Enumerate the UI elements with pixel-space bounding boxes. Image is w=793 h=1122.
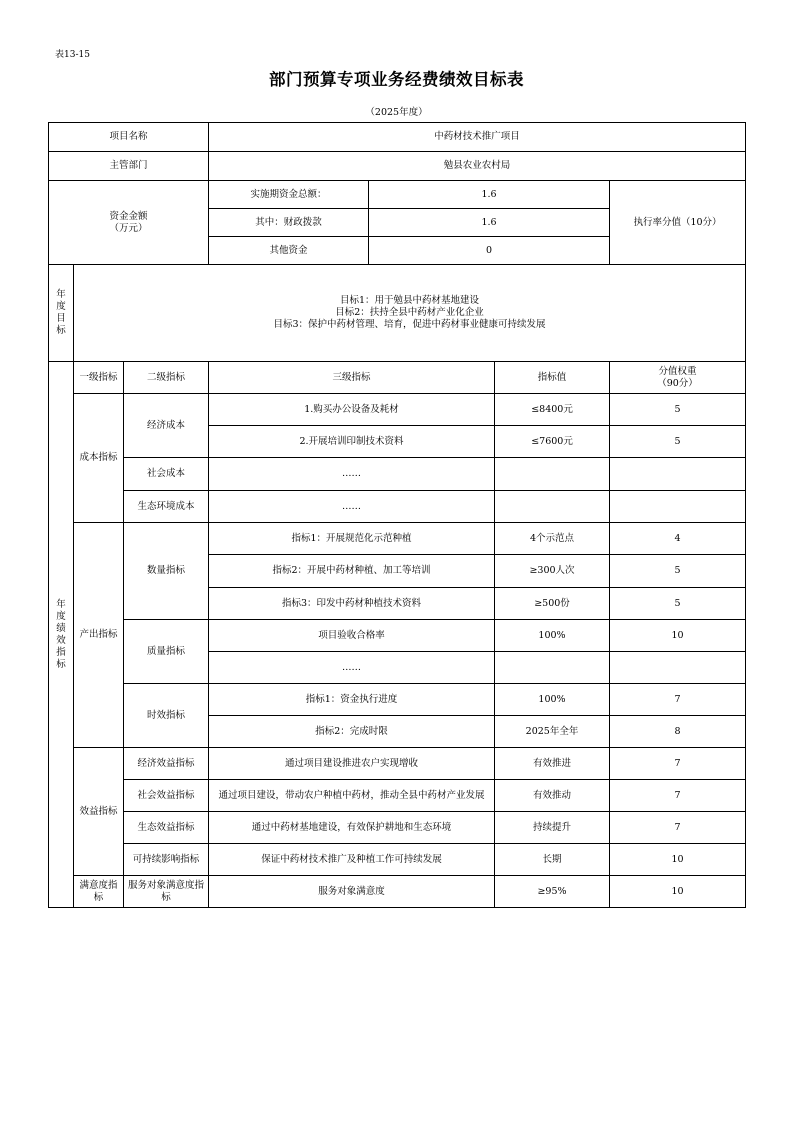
indicator-name: ……	[209, 652, 495, 684]
indicator-name: 指标1：资金执行进度	[209, 684, 495, 716]
indicator-name: 项目验收合格率	[209, 620, 495, 652]
benefit-subtype-label: 生态效益指标	[124, 812, 209, 844]
indicator-name: 指标2：开展中药材种植、加工等培训	[209, 555, 495, 588]
indicator-name: ……	[209, 491, 495, 523]
benefit-subtype-label: 可持续影响指标	[124, 844, 209, 876]
header-level3: 三级指标	[209, 362, 495, 394]
quantity-indicator-label: 数量指标	[124, 523, 209, 620]
table-row	[49, 812, 746, 844]
indicator-value: ≤7600元	[495, 426, 610, 458]
indicator-name: 指标2：完成时限	[209, 716, 495, 748]
department-label: 主管部门	[49, 152, 209, 181]
indicator-weight: 5	[610, 394, 746, 426]
indicator-side-label: 年 度 绩 效 指 标	[49, 362, 74, 908]
benefit-subtype-label: 经济效益指标	[124, 748, 209, 780]
project-name-label: 项目名称	[49, 123, 209, 152]
header-value: 指标值	[495, 362, 610, 394]
indicator-weight: 4	[610, 523, 746, 555]
satisfaction-indicator-label: 满意度指标	[74, 876, 124, 908]
indicator-value: 有效推进	[495, 748, 610, 780]
indicator-header-row	[49, 362, 746, 394]
indicator-weight: 7	[610, 748, 746, 780]
table-row	[49, 620, 746, 652]
funds-other-value: 0	[369, 237, 610, 265]
indicator-name: 通过项目建设，带动农户种植中药材，推动全县中药材产业发展	[209, 780, 495, 812]
header-level2: 二级指标	[124, 362, 209, 394]
table-row	[49, 876, 746, 908]
indicator-weight: 10	[610, 620, 746, 652]
indicator-weight: 7	[610, 780, 746, 812]
quality-indicator-label: 质量指标	[124, 620, 209, 684]
cost-indicator-label: 成本指标	[74, 394, 124, 523]
indicator-value	[495, 458, 610, 491]
indicator-name: ……	[209, 458, 495, 491]
satisfaction-subtype-label: 服务对象满意度指标	[124, 876, 209, 908]
indicator-value	[495, 491, 610, 523]
table-row	[49, 748, 746, 780]
indicator-value: ≥95%	[495, 876, 610, 908]
indicator-value	[495, 652, 610, 684]
indicator-weight: 8	[610, 716, 746, 748]
table-row	[49, 780, 746, 812]
funds-fiscal-label: 其中：财政拨款	[209, 209, 369, 237]
indicator-value: 100%	[495, 620, 610, 652]
indicator-value: 100%	[495, 684, 610, 716]
annual-goal-side-label: 年 度 目 标	[49, 265, 74, 362]
indicator-weight: 7	[610, 684, 746, 716]
project-name-value: 中药材技术推广项目	[209, 123, 746, 152]
indicator-value: 4个示范点	[495, 523, 610, 555]
annual-goal-row	[49, 265, 746, 362]
indicator-name: 1.购买办公设备及耗材	[209, 394, 495, 426]
table-number: 表13-15	[55, 50, 90, 60]
indicator-name: 通过项目建设推进农户实现增收	[209, 748, 495, 780]
indicator-weight: 10	[610, 876, 746, 908]
header-level1: 一级指标	[74, 362, 124, 394]
indicator-weight: 5	[610, 555, 746, 588]
project-name-row	[49, 123, 746, 152]
table-row	[49, 394, 746, 426]
funds-fiscal-value: 1.6	[369, 209, 610, 237]
funds-total-row	[49, 181, 746, 209]
indicator-value: 有效推动	[495, 780, 610, 812]
indicator-value: ≤8400元	[495, 394, 610, 426]
table-row	[49, 684, 746, 716]
execution-rate-label: 执行率分值（10分）	[610, 181, 746, 265]
indicator-name: 2.开展培训印制技术资料	[209, 426, 495, 458]
output-indicator-label: 产出指标	[74, 523, 124, 748]
indicator-weight	[610, 458, 746, 491]
benefit-indicator-label: 效益指标	[74, 748, 124, 876]
timeliness-indicator-label: 时效指标	[124, 684, 209, 748]
indicator-name: 指标1：开展规范化示范种植	[209, 523, 495, 555]
funds-other-label: 其他资金	[209, 237, 369, 265]
table-row	[49, 523, 746, 555]
table-row	[49, 844, 746, 876]
indicator-value: 长期	[495, 844, 610, 876]
indicator-name: 保证中药材技术推广及种植工作可持续发展	[209, 844, 495, 876]
performance-table	[48, 122, 746, 908]
ecological-cost-label: 生态环境成本	[124, 491, 209, 523]
funds-total-value: 1.6	[369, 181, 610, 209]
annual-goal-text: 目标1：用于勉县中药材基地建设 目标2：扶持全县中药材产业化企业 目标3：保护中药材管理、培育，促进中药材事业健康可持续发展	[74, 265, 746, 362]
indicator-weight: 7	[610, 812, 746, 844]
economic-cost-label: 经济成本	[124, 394, 209, 458]
page-title: 部门预算专项业务经费绩效目标表	[269, 70, 524, 89]
indicator-weight: 5	[610, 588, 746, 620]
indicator-weight	[610, 491, 746, 523]
indicator-weight: 10	[610, 844, 746, 876]
indicator-value: ≥500份	[495, 588, 610, 620]
indicator-name: 通过中药材基地建设，有效保护耕地和生态环境	[209, 812, 495, 844]
funds-label: 资金金额 （万元）	[49, 181, 209, 265]
header-weight: 分值权重 （90分）	[610, 362, 746, 394]
indicator-weight: 5	[610, 426, 746, 458]
year-subtitle: （2025年度）	[365, 107, 428, 118]
indicator-name: 服务对象满意度	[209, 876, 495, 908]
table-row	[49, 491, 746, 523]
indicator-value: 2025年全年	[495, 716, 610, 748]
indicator-value: ≥300人次	[495, 555, 610, 588]
social-cost-label: 社会成本	[124, 458, 209, 491]
indicator-value: 持续提升	[495, 812, 610, 844]
funds-total-label: 实施期资金总额：	[209, 181, 369, 209]
department-value: 勉县农业农村局	[209, 152, 746, 181]
indicator-name: 指标3：印发中药材种植技术资料	[209, 588, 495, 620]
benefit-subtype-label: 社会效益指标	[124, 780, 209, 812]
indicator-weight	[610, 652, 746, 684]
table-row	[49, 458, 746, 491]
department-row	[49, 152, 746, 181]
